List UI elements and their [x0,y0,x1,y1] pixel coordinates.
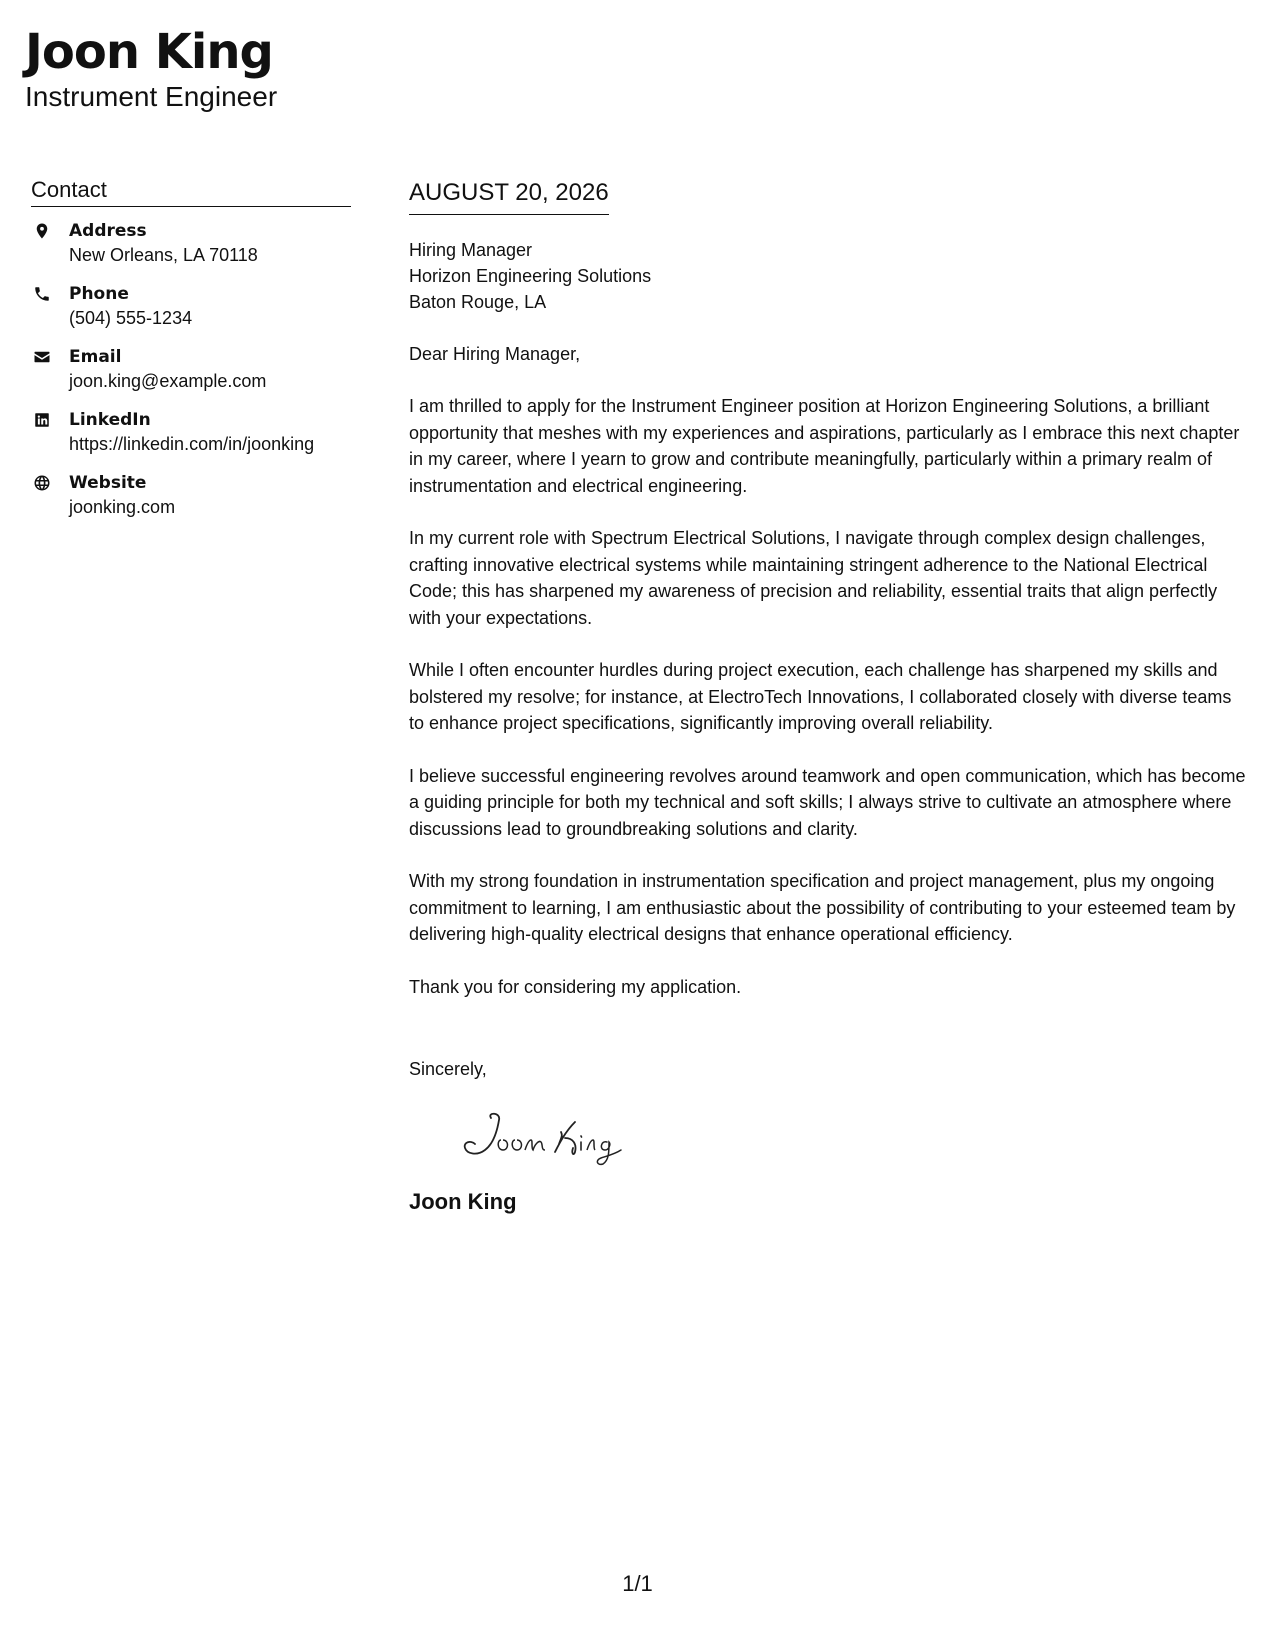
letter-header [25,24,277,114]
phone-icon [31,283,53,305]
globe-icon [31,472,53,494]
contact-value: New Orleans, LA 70118 [69,245,258,265]
handwritten-signature [457,1108,637,1168]
applicant-name: Joon King [25,24,273,80]
contact-item-phone [31,282,351,331]
body-paragraph: With my strong foundation in instrumentation specification and project management, plus my ongoing commitment to learning, I am enthusiastic about the possibility of contributing to your esteemed team by delivering high-quality electrical designs that enhance operational efficiency. [409,871,1236,944]
recipient-block [409,237,1249,315]
page-number: 1/1 [622,1571,653,1596]
contact-label: Website [69,473,147,493]
letter-date: AUGUST 20, 2026 [409,178,609,215]
greeting: Dear Hiring Manager, [409,344,581,364]
body-paragraph: I am thrilled to apply for the Instrument Engineer position at Horizon Engineering Solutions, a brilliant opportunity that meshes with my experiences and aspirations, particularly as I embrace this next chapter in my career, where I yearn to grow and contribute meaningfully, particularly within a primary realm of instrumentation and electrical engineering. [409,396,1240,496]
contact-label: LinkedIn [69,410,151,430]
contact-value: https://linkedin.com/in/joonking [69,434,315,454]
contact-label: Phone [69,284,129,304]
closing: Sincerely, [409,1059,487,1079]
contact-label: Address [69,221,147,241]
contact-item-website [31,471,351,520]
body-paragraph: While I often encounter hurdles during project execution, each challenge has sharpened my skills and bolstered my resolve; for instance, at ElectroTech Innovations, I collaborated closely with diverse teams to enhance project specifications, significantly improving overall reliability. [409,660,1232,733]
recipient-line: Hiring Manager [409,240,533,260]
contact-item-address [31,219,351,268]
signer-name: Joon King [409,1189,517,1214]
linkedin-icon [31,409,53,431]
recipient-line: Baton Rouge, LA [409,292,547,312]
applicant-title: Instrument Engineer [25,81,278,112]
contact-section-title: Contact [31,176,351,207]
recipient-line: Horizon Engineering Solutions [409,266,652,286]
contact-sidebar [31,176,351,534]
contact-item-email [31,345,351,394]
body-paragraph: Thank you for considering my application. [409,976,742,997]
body-paragraph: I believe successful engineering revolves around teamwork and open communication, which has become a guiding principle for both my technical and soft skills; I always strive to cultivate an atmosphere where discussions lead to groundbreaking solutions and clarity. [409,765,1246,839]
envelope-icon [31,346,53,368]
body-paragraph: In my current role with Spectrum Electrical Solutions, I navigate through complex design challenges, crafting innovative electrical systems while maintaining stringent adherence to the National Electrical Code; this has sharpened my awareness of precision and reliability, essential traits that align perfectly with your expectations. [409,528,1218,628]
map-pin-icon [31,220,53,242]
contact-value: joonking.com [69,497,176,517]
contact-list [31,219,351,520]
contact-value: (504) 555-1234 [69,308,193,328]
letter-body [409,178,1249,1216]
contact-value: joon.king@example.com [69,371,267,391]
contact-item-linkedin [31,408,351,457]
contact-label: Email [69,347,122,367]
